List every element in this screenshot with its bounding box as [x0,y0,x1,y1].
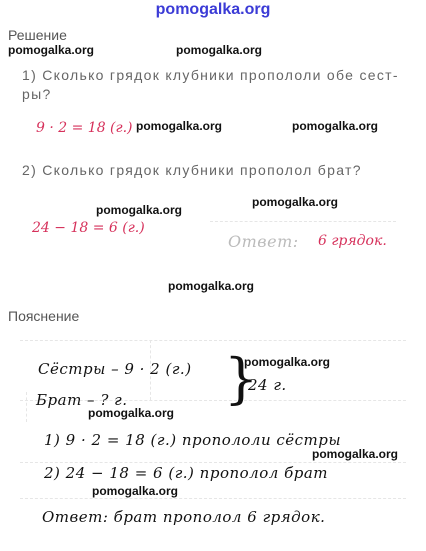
answer-2-expression: 24 − 18 = 6 (г.) [32,220,145,236]
answer-label: Ответ: [228,232,299,251]
step-1: 1) 9 · 2 = 18 (г.) пропололи сёстры [44,431,342,449]
solution-heading: Решение [8,27,67,43]
explanation-heading: Пояснение [8,308,80,324]
watermark: pomogalka.org [252,195,339,209]
brother-condition: Брат – ? г. [36,391,128,409]
watermark: pomogalka.org [88,406,175,420]
sisters-condition: Сёстры – 9 · 2 (г.) [38,360,192,378]
watermark: pomogalka.org [168,279,255,293]
total-beds: 24 г. [248,376,287,394]
watermark: pomogalka.org [312,447,399,461]
question-1-line-2: ры? [22,86,52,102]
answer-value: 6 грядок. [318,233,387,249]
watermark: pomogalka.org [96,203,183,217]
curly-brace-icon: } [224,347,259,410]
watermark: pomogalka.org [292,119,379,133]
question-2: 2) Сколько грядок клубники прополол брат? [22,162,362,178]
watermark: pomogalka.org [136,119,223,133]
site-title[interactable]: pomogalka.org [155,1,271,18]
watermark: pomogalka.org [176,43,263,57]
question-1-line-1: 1) Сколько грядок клубники пропололи обе сест- [22,67,399,83]
final-answer: Ответ: брат прополол 6 грядок. [42,508,326,526]
answer-1-expression: 9 · 2 = 18 (г.) [36,120,133,136]
step-2: 2) 24 − 18 = 6 (г.) прополол брат [44,464,328,482]
watermark: pomogalka.org [244,355,331,369]
watermark: pomogalka.org [92,484,179,498]
watermark: pomogalka.org [8,43,95,57]
